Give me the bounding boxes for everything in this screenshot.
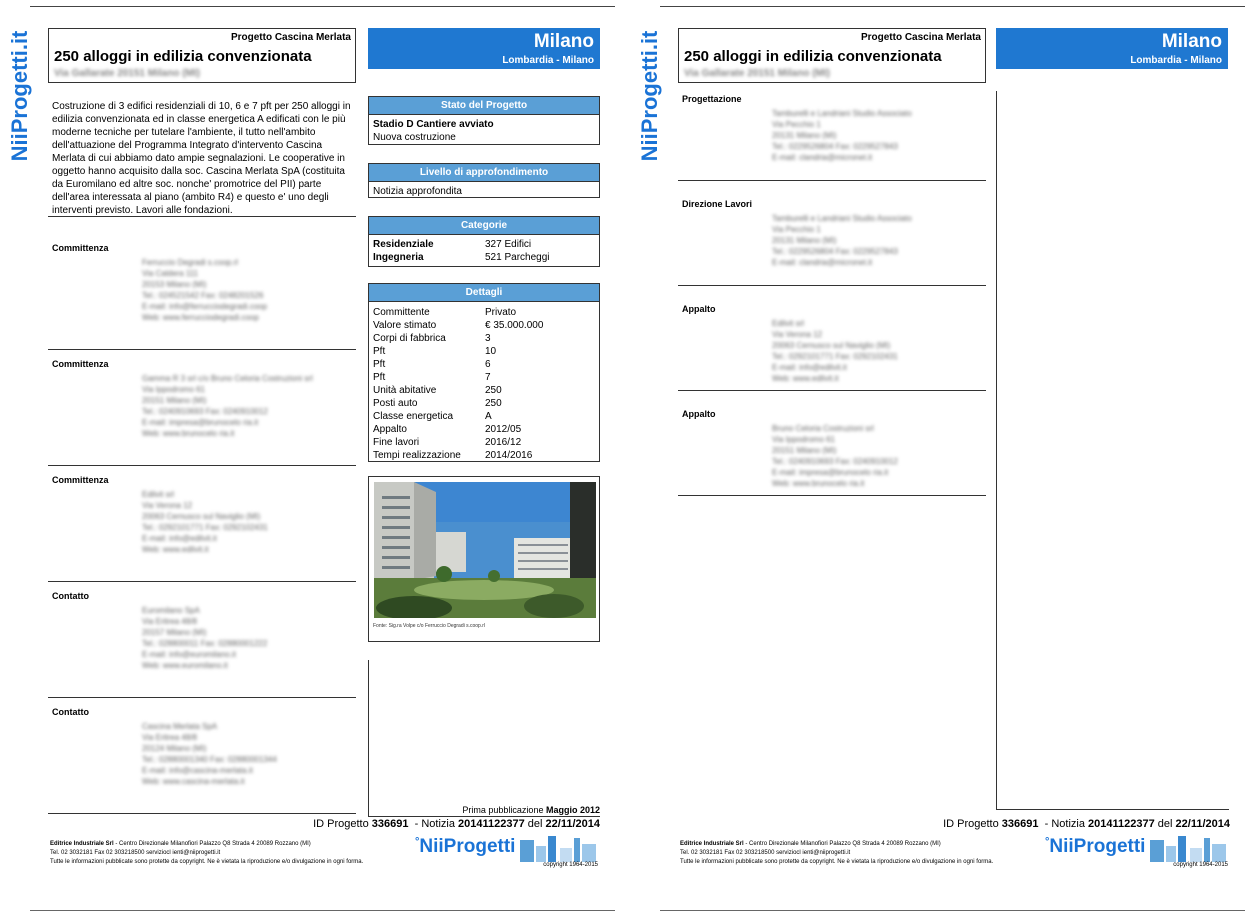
- contact-line: 20063 Cernusco sul Naviglio (MI): [772, 341, 891, 350]
- contact-line: E-mail: info@euromilano.it: [142, 650, 236, 659]
- photo-box: [368, 476, 600, 642]
- contact-line: Tel.: 0229526804 Fax: 0229527843: [772, 142, 898, 151]
- contact-role: Committenza: [52, 243, 109, 253]
- contact-block: [52, 475, 352, 565]
- bottom-page-rule: [660, 910, 1245, 911]
- stato-type: Nuova costruzione: [373, 132, 456, 143]
- id-line: ID Progetto 336691 - Notizia 20141122377 del 22/11/2014: [943, 818, 1230, 830]
- detail-row: [373, 384, 595, 397]
- divider: [48, 349, 356, 350]
- contact-line: Via Eritrea 48/8: [142, 733, 197, 742]
- contact-line: Tel.: 024521542 Fax: 0248201526: [142, 291, 264, 300]
- contact-line: E-mail: impresa@brunocelo ria.it: [142, 418, 259, 427]
- contact-line: E-mail: info@cascina-merlata.it: [142, 766, 253, 775]
- contact-line: Via Verona 12: [142, 501, 193, 510]
- contact-line: Via Pecchio 1: [772, 225, 821, 234]
- contact-block: [682, 304, 982, 394]
- contact-details: [142, 489, 268, 555]
- contact-line: Web: www.brunocelo ria.it: [772, 479, 865, 488]
- divider: [48, 581, 356, 582]
- contact-line: Via Pecchio 1: [772, 120, 821, 129]
- contact-block: [682, 199, 982, 289]
- footer-text: Editrice Industriale Srl - Centro Direzionale Milanofiori Palazzo Q8 Strada 4 20089 Rozzano (MI) Tel. 02 3032181 Fax 02 303218500 serviziocl ienti@niiprogetti.it Tutte le informazioni pubblicate sono protette da copyright. Ne è vietata la riproduzione e/o divulgazione in ogni forma.: [50, 841, 364, 865]
- footer-text: Editrice Industriale Srl - Centro Direzionale Milanofiori Palazzo Q8 Strada 4 20089 Rozzano (MI) Tel. 02 3032181 Fax 02 303218500 serviziocl ienti@niiprogetti.it Tutte le informazioni pubblicate sono protette da copyright. Ne è vietata la riproduzione e/o divulgazione in ogni forma.: [680, 841, 994, 865]
- contact-line: Tel.: 0292101771 Fax: 0292102431: [772, 352, 898, 361]
- contact-details: [772, 318, 898, 384]
- contact-role: Committenza: [52, 475, 109, 485]
- contact-role: Direzione Lavori: [682, 199, 753, 209]
- project-photo: [374, 482, 596, 618]
- divider: [48, 813, 356, 814]
- divider: [678, 390, 986, 391]
- city-band: [368, 28, 600, 69]
- contact-line: 20151 Milano (MI): [142, 396, 207, 405]
- niiprogetti-footer-logo: °NiiProgetti: [1045, 834, 1230, 864]
- detail-key: Committente: [373, 307, 430, 318]
- contact-details: [142, 605, 267, 671]
- detail-value: 2012/05: [485, 424, 522, 435]
- contact-line: Ferruccio Degradi s.coop.rl: [142, 258, 239, 267]
- contact-line: Euromilano SpA: [142, 606, 200, 615]
- contact-line: Tel.: 0240910693 Fax: 0240910012: [142, 407, 268, 416]
- column-rule: [368, 660, 369, 817]
- detail-key: Valore stimato: [373, 320, 437, 331]
- detail-row: [373, 410, 595, 423]
- contact-role: Contatto: [52, 591, 89, 601]
- contact-line: E-mail: info@ferrucciodegradi.coop: [142, 302, 268, 311]
- dettagli-box: [368, 283, 600, 462]
- stato-box: [368, 96, 600, 145]
- contact-details: [772, 213, 912, 268]
- detail-row: [373, 332, 595, 345]
- detail-value: Privato: [485, 307, 517, 318]
- contact-block: [52, 591, 352, 681]
- detail-row: [373, 358, 595, 371]
- detail-key: Tempi realizzazione: [373, 450, 461, 461]
- niiprogetti-side-logo: NiiProgetti.it: [7, 30, 32, 162]
- contact-line: 20153 Milano (MI): [142, 280, 207, 289]
- livello-value: Notizia approfondita: [373, 186, 462, 197]
- detail-value: € 35.000.000: [485, 320, 544, 331]
- detail-key: Appalto: [373, 424, 407, 435]
- copyright: copyright 1964-2015: [543, 862, 598, 868]
- detail-row: [373, 436, 595, 449]
- contact-line: 20131 Milano (MI): [772, 236, 837, 245]
- detail-key: Pft: [373, 359, 386, 370]
- contact-line: E-mail: clandria@micronet.it: [772, 258, 873, 267]
- title-box: [678, 28, 986, 83]
- bottom-rule: [368, 816, 600, 817]
- detail-value: 7: [485, 372, 491, 383]
- detail-row: [373, 371, 595, 384]
- detail-value: 2014/2016: [485, 450, 533, 461]
- detail-value: 327 Edifici: [485, 239, 532, 250]
- contact-line: Tamburelli e Landriani Studio Associato: [772, 214, 912, 223]
- stato-heading: Stato del Progetto: [369, 97, 599, 115]
- contact-line: Web: www.brunocelo ria.it: [142, 429, 235, 438]
- city: Milano: [1161, 31, 1222, 52]
- address: Via Gallarate 20151 Milano (MI): [54, 68, 200, 79]
- detail-key: Unità abitative: [373, 385, 437, 396]
- city-band: [996, 28, 1228, 69]
- page-title: 250 alloggi in edilizia convenzionata: [54, 48, 312, 65]
- contact-line: Gamma R 3 srl c/o Bruno Celoria Costruzioni srl: [142, 374, 313, 383]
- niiprogetti-footer-logo: °NiiProgetti: [415, 834, 600, 864]
- detail-value: 6: [485, 359, 491, 370]
- page-title: 250 alloggi in edilizia convenzionata: [684, 48, 942, 65]
- detail-key: Ingegneria: [373, 252, 424, 263]
- contact-line: Edilvit srl: [142, 490, 175, 499]
- divider: [48, 465, 356, 466]
- livello-box: [368, 163, 600, 198]
- copyright: copyright 1964-2015: [1173, 862, 1228, 868]
- contact-line: Via Ippodromo 61: [772, 435, 836, 444]
- contact-line: Tel.: 0229526804 Fax: 0229527843: [772, 247, 898, 256]
- detail-row: [373, 423, 595, 436]
- divider: [48, 697, 356, 698]
- dettagli-heading: Dettagli: [369, 284, 599, 302]
- region: Lombardia - Milano: [1130, 55, 1222, 66]
- detail-key: Pft: [373, 372, 386, 383]
- contact-block: [52, 359, 352, 449]
- divider: [48, 216, 356, 217]
- contact-line: E-mail: info@edilvit.it: [772, 363, 847, 372]
- contact-line: Cascina Merlata SpA: [142, 722, 218, 731]
- project-label: Progetto Cascina Merlata: [860, 32, 981, 43]
- id-line: ID Progetto 336691 - Notizia 20141122377 del 22/11/2014: [313, 818, 600, 830]
- project-label: Progetto Cascina Merlata: [230, 32, 351, 43]
- contact-line: Bruno Celoria Costruzioni srl: [772, 424, 874, 433]
- categorie-heading: Categorie: [369, 217, 599, 235]
- empty-side-panel: [996, 91, 1229, 810]
- stato-stage: Stadio D Cantiere avviato: [373, 119, 494, 130]
- contact-line: Web: www.edilvit.it: [142, 545, 209, 554]
- detail-key: Fine lavori: [373, 437, 420, 448]
- contact-block: [52, 243, 352, 333]
- detail-row: [373, 251, 595, 264]
- contact-role: Appalto: [682, 409, 716, 419]
- contact-details: [772, 108, 912, 163]
- detail-value: 250: [485, 398, 502, 409]
- contact-role: Appalto: [682, 304, 716, 314]
- contact-details: [142, 373, 313, 439]
- title-box: [48, 28, 356, 83]
- detail-key: Posti auto: [373, 398, 418, 409]
- contact-line: Via Verona 12: [772, 330, 823, 339]
- detail-row: [373, 397, 595, 410]
- address: Via Gallarate 20151 Milano (MI): [684, 68, 830, 79]
- detail-key: Corpi di fabbrica: [373, 333, 446, 344]
- detail-row: [373, 238, 595, 251]
- contact-line: Edilvit srl: [772, 319, 805, 328]
- contact-line: Web: www.edilvit.it: [772, 374, 839, 383]
- niiprogetti-side-logo: NiiProgetti.it: [637, 30, 662, 162]
- detail-value: 3: [485, 333, 491, 344]
- contact-details: [142, 721, 277, 787]
- top-rule: [30, 6, 615, 7]
- contact-line: Tel.: 0240910693 Fax: 0240910012: [772, 457, 898, 466]
- contact-block: [682, 409, 982, 499]
- detail-value: A: [485, 411, 492, 422]
- detail-value: 2016/12: [485, 437, 522, 448]
- contact-line: Via Eritrea 48/8: [142, 617, 197, 626]
- photo-caption: Fonte: Sig.ra Volpe c/o Ferruccio Degradi s.coop.rl: [373, 623, 485, 629]
- divider: [678, 180, 986, 181]
- contact-line: E-mail: info@edilvit.it: [142, 534, 217, 543]
- contact-line: Web: www.ferrucciodegradi.coop: [142, 313, 259, 322]
- region: Lombardia - Milano: [502, 55, 594, 66]
- contact-role: Progettazione: [682, 94, 742, 104]
- project-description: Costruzione di 3 edifici residenziali di 10, 6 e 7 pft per 250 alloggi in edilizia convenzionata ed in classe energetica A edificati con le più moderne tecniche per tutelare l'ambiente, il tutto nell'ambito dell'attuazione del Programma Integrato d'intervento Cascina Merlata di cui abbiamo dato ampie segnalazioni. Le cooperative in oggetto hanno acquisito dalla soc. Cascina Merlata SpA (costituita da Euromilano ed altre soc. nonche' promotrice del PII) parte dell'area interessata al piano (ambito R4) e questo e' uno degli interventi previsto. Lavori alle fondazioni.: [52, 101, 351, 216]
- contact-line: Via Ippodromo 61: [142, 385, 206, 394]
- detail-key: Classe energetica: [373, 411, 454, 422]
- contact-line: 20063 Cernusco sul Naviglio (MI): [142, 512, 261, 521]
- livello-heading: Livello di approfondimento: [369, 164, 599, 182]
- detail-value: 250: [485, 385, 502, 396]
- contact-line: Via Caldera 111: [142, 269, 199, 278]
- detail-key: Pft: [373, 346, 386, 357]
- contact-line: Web: www.euromilano.it: [142, 661, 228, 670]
- divider: [678, 495, 986, 496]
- detail-value: 10: [485, 346, 497, 357]
- divider: [678, 285, 986, 286]
- detail-row: [373, 306, 595, 319]
- contact-line: Tel.: 0292101771 Fax: 0292102431: [142, 523, 268, 532]
- detail-row: [373, 345, 595, 358]
- contact-role: Contatto: [52, 707, 89, 717]
- contact-line: Tel.: 028800011 Fax: 02880001222: [142, 639, 268, 648]
- contact-line: Tel.: 02880001340 Fax: 02880001344: [142, 755, 277, 764]
- top-rule: [660, 6, 1245, 7]
- first-publication: Prima pubblicazione Maggio 2012: [462, 805, 600, 815]
- contact-line: Web: www.cascina-merlata.it: [142, 777, 245, 786]
- detail-row: [373, 319, 595, 332]
- contact-role: Committenza: [52, 359, 109, 369]
- contact-details: [772, 423, 898, 489]
- detail-value: 521 Parcheggi: [485, 252, 550, 263]
- contact-line: 20131 Milano (MI): [772, 131, 837, 140]
- detail-key: Residenziale: [373, 239, 434, 250]
- contact-block: [52, 707, 352, 797]
- contact-line: Tamburelli e Landriani Studio Associato: [772, 109, 912, 118]
- detail-row: [373, 449, 595, 462]
- contact-block: [682, 94, 982, 184]
- city: Milano: [533, 31, 594, 52]
- contact-line: E-mail: clandria@micronet.it: [772, 153, 873, 162]
- contact-line: E-mail: impresa@brunocelo ria.it: [772, 468, 889, 477]
- categorie-box: [368, 216, 600, 267]
- contact-line: 20151 Milano (MI): [772, 446, 837, 455]
- contact-line: 20124 Milano (MI): [142, 744, 207, 753]
- contact-details: [142, 257, 267, 323]
- contact-line: 20157 Milano (MI): [142, 628, 207, 637]
- bottom-page-rule: [30, 910, 615, 911]
